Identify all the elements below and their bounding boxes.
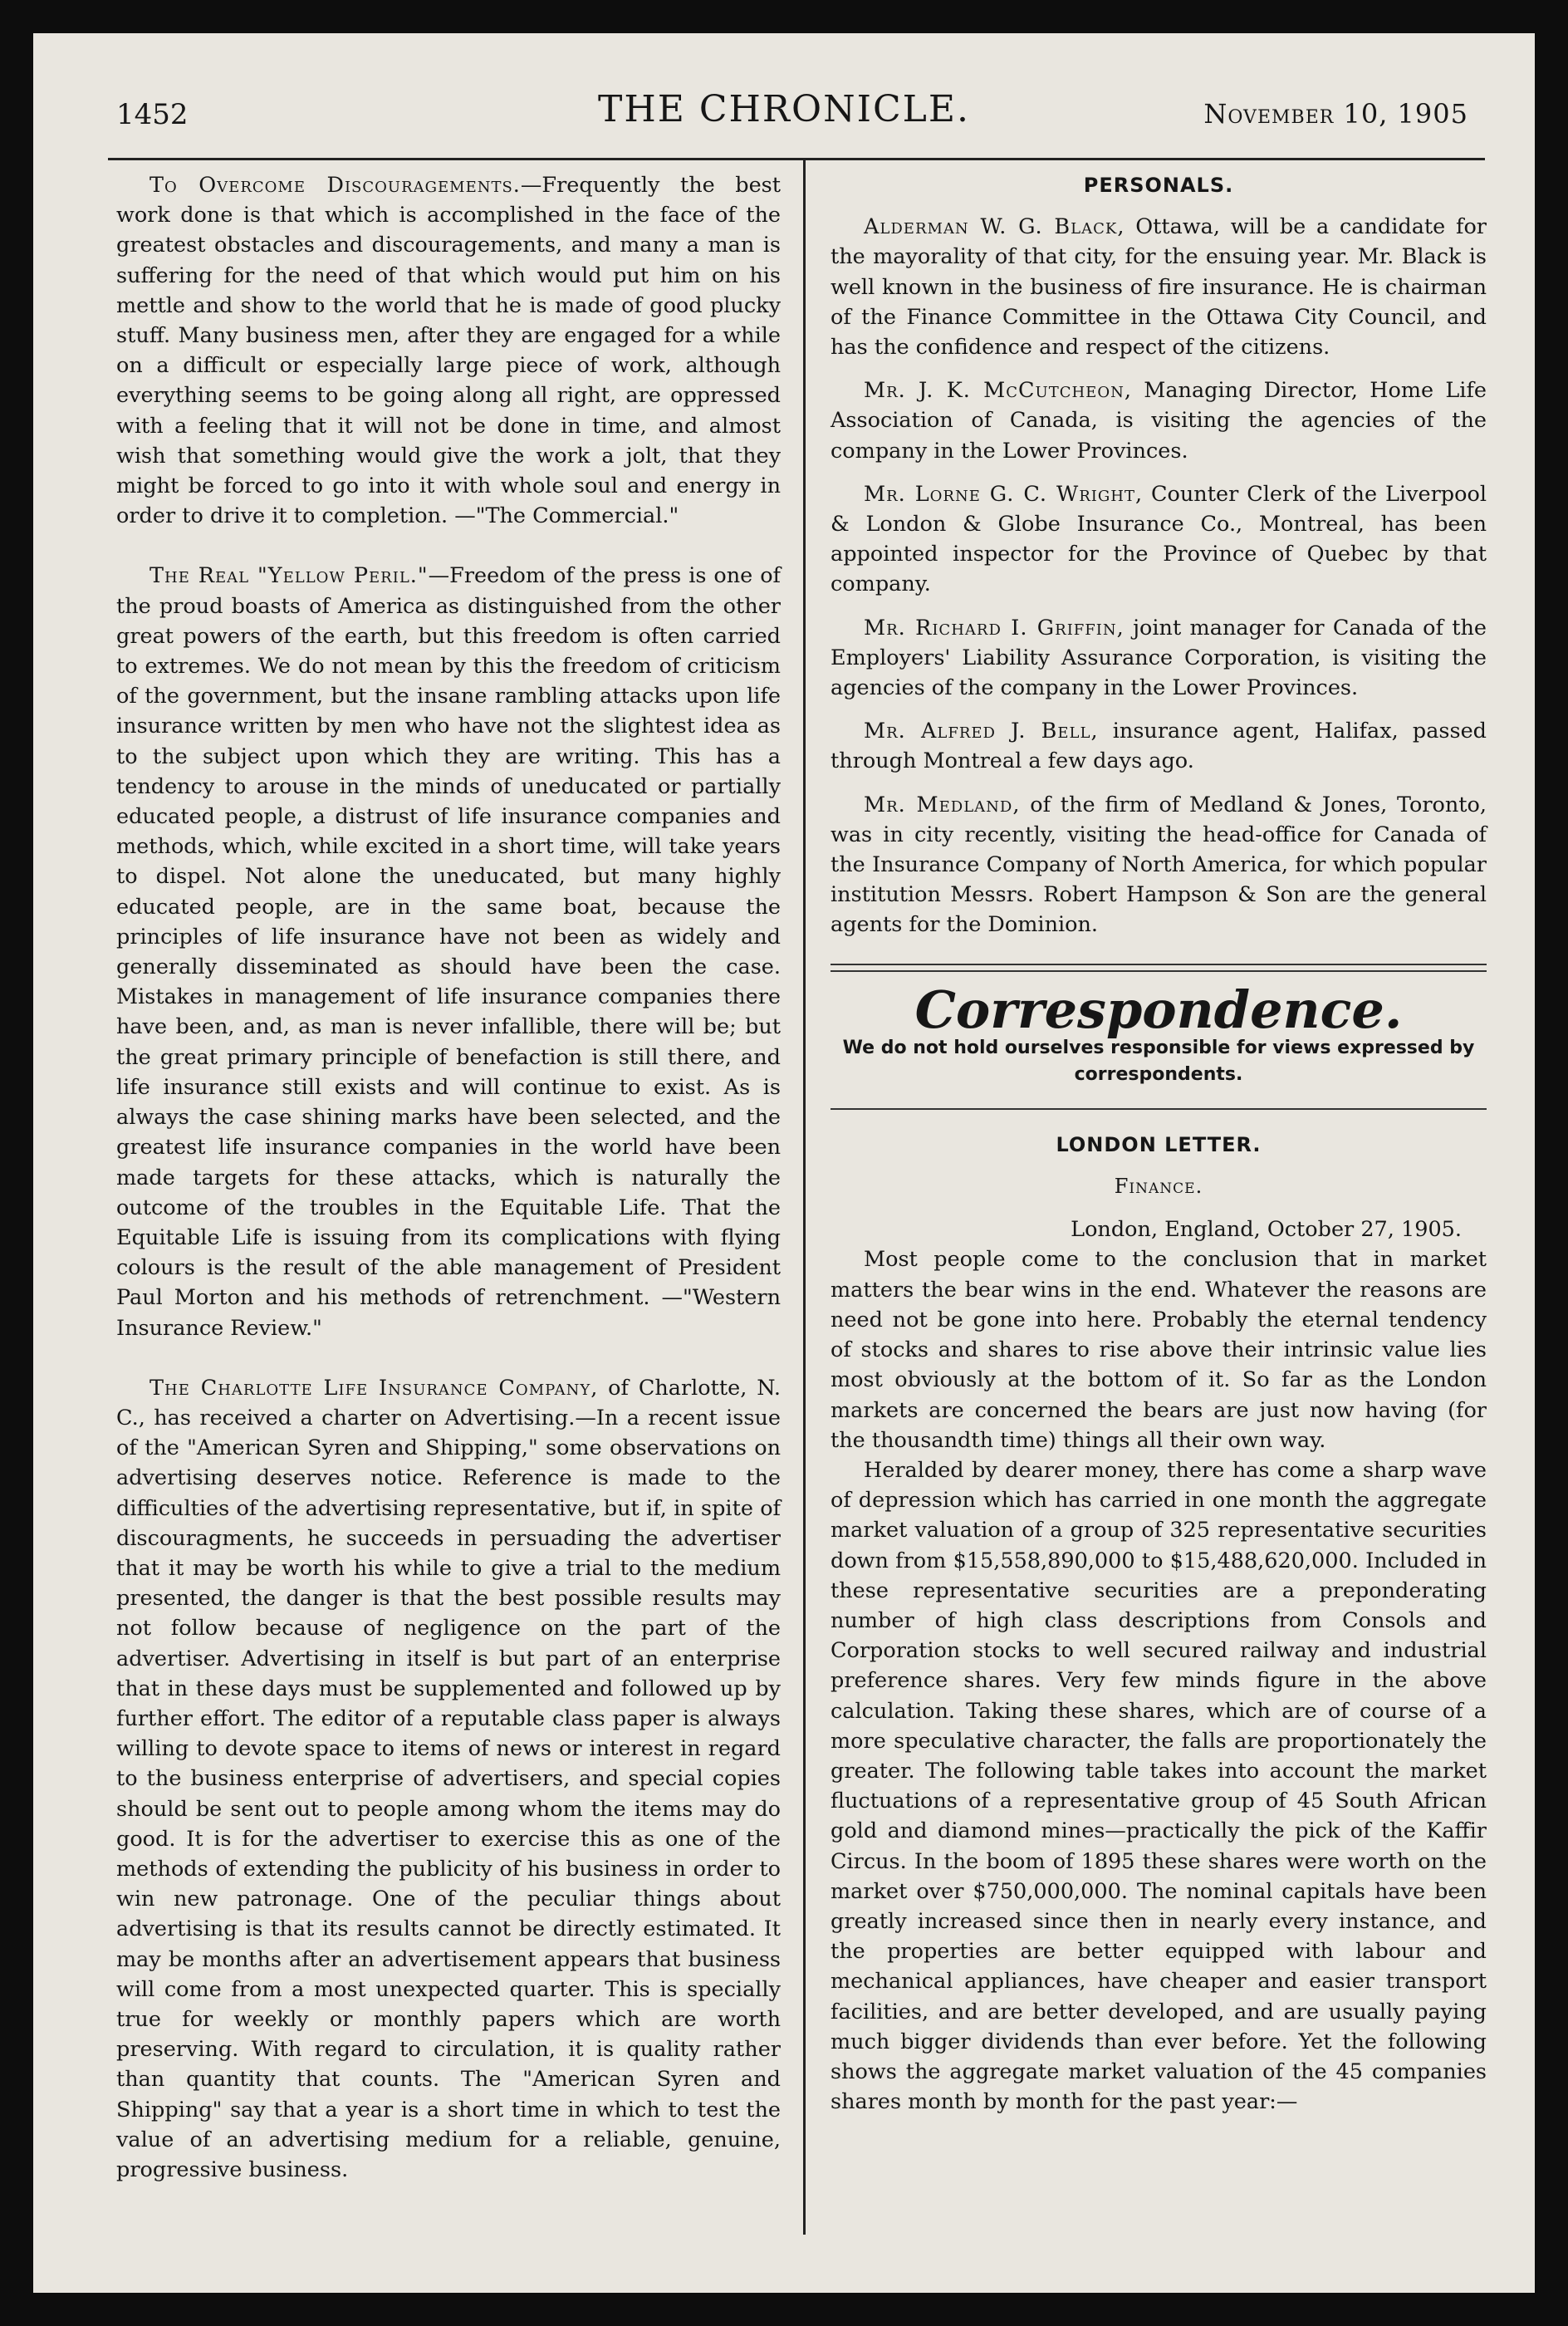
personal-name: Alderman W. G. Black, xyxy=(864,214,1125,240)
letter-dateline: London, England, October 27, 1905. xyxy=(1071,1217,1462,1243)
personal-text: joint manager for Canada of the Employers' Liability Assurance Corporation, is visiting the agencies of the company in the Lower Provinces. xyxy=(831,615,1487,701)
newspaper-page xyxy=(33,33,1535,2293)
article-charlotte-life xyxy=(116,1373,781,2185)
page-number: 1452 xyxy=(116,98,189,131)
letter-paragraph: Heralded by dearer money, there has come a sharp wave of depression which has carried in one month the aggregate market valuation of a group of 325 representative securities down from $15,558,890,000 to $15,488,620,000. Included in these representative securities are a preponderating number of high class descriptions from Consols and Corporation stocks to well secured railway and industrial preference shares. Very few minds figure in the above calculation. Taking these shares, which are of course of a more speculative character, the falls are proportionately the greater. The following table takes into account the market fluctuations of a representative group of 45 South African gold and diamond mines—practically the pick of the Kaffir Circus. In the boom of 1895 these shares were worth on the market over $750,000,000. The nominal capitals have been greatly increased since then in nearly every instance, and the properties are better equipped with labour and mechanical appliances, have cheaper and easier transport facilities, and are better developed, and are usually paying much bigger dividends than ever before. Yet the following shows the aggregate market valuation of the 45 companies shares month by month for the past year:— xyxy=(831,1457,1487,2115)
personal-item xyxy=(831,613,1487,704)
personal-name: Mr. Alfred J. Bell, xyxy=(864,719,1099,744)
personal-item xyxy=(831,212,1487,362)
right-column xyxy=(831,170,1487,2117)
personal-item xyxy=(831,716,1487,776)
page-header xyxy=(33,83,1535,158)
article-body: —Freedom of the press is one of the proud boasts of America as distinguished from the other great powers of the earth, but this freedom is often carried to extremes. We do not mean by this the freedom of criticism of the government, but the insane rambling attacks upon life insurance written by men who have not the slightest idea as to the subject upon which they are writing. This has a tendency to arouse in the minds of uneducated or partially educated people, a distrust of life insurance companies and methods, which, while excited in a short time, will take years to dispel. Not alone the uneducated, but many highly educated people, are in the same boat, because the principles of life insurance have not been as widely and generally disseminated as should have been the case. Mistakes in management of life insurance companies there have been, and, as man is never infallible, there will be; but the great primary principle of benefaction is still there, and life insurance still exists and will continue to exist. As is always the case shining marks have been selected, and the greatest life insurance companies in the world have been made targets for these attacks, which is naturally the outcome of the troubles in the Equitable Life. That the Equitable Life is issuing from its complications with flying colours is the result of the able management of President Paul Morton and his methods of retrenchment. —"Western Insurance Review." xyxy=(116,563,781,1341)
article-body: of Charlotte, N. C., has received a charter on Advertising.—In a recent issue of the "American Syren and Shipping," some observations on advertising deserves notice. Reference is made to the difficulties of the advertising representative, but if, in spite of discouragments, he succeeds in persuading the advertiser that it may be worth his while to give a trial to the medium presented, the danger is that the best possible results may not follow because of negligence on the part of the advertiser. Advertising in itself is but part of an enterprise that in these days must be supplemented and followed up by further effort. The editor of a reputable class paper is always willing to devote space to items of news or interest in regard to the business enterprise of advertisers, and special copies should be sent out to people among whom the items may do good. It is for the advertiser to exercise this as one of the methods of extending the publicity of his business in order to win new patronage. One of the peculiar things about advertising is that its results cannot be directly estimated. It may be months after an advertisement appears that business will come from a most unexpected quarter. This is specially true for weekly or monthly papers which are worth preserving. With regard to circulation, it is quality rather than quantity that counts. The "American Syren and Shipping" say that a year is a short time in which to test the value of an advertising medium for a reliable, genuine, progressive business. xyxy=(116,1375,781,2182)
personal-name: Mr. Lorne G. C. Wright, xyxy=(864,481,1144,507)
personal-text: of the firm of Medland & Jones, Toronto, was in city recently, visiting the head-office for Canada of the Insurance Company of North America, for which popular institution Messrs. Robert Hampson & Son are the general agents for the Dominion. xyxy=(831,792,1487,938)
personal-item xyxy=(831,375,1487,466)
personal-item xyxy=(831,479,1487,600)
header-rule xyxy=(108,158,1485,160)
correspondence-disclaimer: We do not hold ourselves responsible for views expressed by correspondents. xyxy=(842,1037,1475,1085)
personal-name: Mr. Richard I. Griffin, xyxy=(864,615,1125,640)
section-divider xyxy=(831,1108,1487,1110)
personal-name: Mr. Medland, xyxy=(864,792,1021,817)
personal-text: Counter Clerk of the Liverpool & London & Globe Insurance Co., Montreal, has been appointed inspector for the Province of Quebec by that company. xyxy=(831,481,1487,597)
letter-paragraph: Most people come to the conclusion that in market matters the bear wins in the end. Whatever the reasons are need not be gone into here. Probably the eternal tendency of stocks and shares to rise above their intrinsic value lies most obviously at the bottom of it. So far as the London markets are concerned the bears are just now having (for the thousandth time) things all their own way. xyxy=(831,1247,1487,1453)
issue-date: November 10, 1905 xyxy=(1203,98,1468,130)
article-title: To Overcome Discouragements. xyxy=(149,173,521,198)
personals-heading: PERSONALS. xyxy=(1083,174,1234,197)
masthead-title: THE CHRONICLE. xyxy=(598,88,970,130)
personal-text: Ottawa, will be a candidate for the mayorality of that city, for the ensuing year. Mr. Black is well known in the business of fire insurance. He is chairman of the Finance Committee in the Ottawa City Council, and has the confidence and respect of the citizens. xyxy=(831,214,1487,361)
london-letter-heading: LONDON LETTER. xyxy=(1056,1132,1262,1156)
column-divider xyxy=(803,158,806,2235)
article-title: The Real "Yellow Peril." xyxy=(149,563,429,589)
correspondence-heading: Correspondence. xyxy=(914,979,1403,1040)
personal-text: Managing Director, Home Life Association of Canada, is visiting the agencies of the company in the Lower Provinces. xyxy=(831,378,1487,464)
left-column xyxy=(116,170,781,2185)
personal-name: Mr. J. K. McCutcheon, xyxy=(864,378,1132,404)
personal-item xyxy=(831,790,1487,940)
article-body: —Frequently the best work done is that which is accomplished in the face of the greatest obstacles and discouragements, and many a man is suffering for the need of that which would put him on his mettle and show to the world that he is made of good plucky stuff. Many business men, after they are engaged for a while on a difficult or especially large piece of work, although everything seems to be going along all right, are oppressed with a feeling that it will not be done in time, and almost wish that something would give the work a jolt, that they might be forced to go into it with whole soul and energy in order to drive it to completion. —"The Commercial." xyxy=(116,173,782,529)
section-divider xyxy=(831,964,1487,972)
article-yellow-peril xyxy=(116,561,781,1342)
personal-text: insurance agent, Halifax, passed through Montreal a few days ago. xyxy=(831,719,1487,774)
article-title: The Charlotte Life Insurance Company, xyxy=(149,1375,599,1401)
article-overcome-discouragements xyxy=(116,170,781,531)
finance-subheading: Finance. xyxy=(1114,1175,1203,1199)
